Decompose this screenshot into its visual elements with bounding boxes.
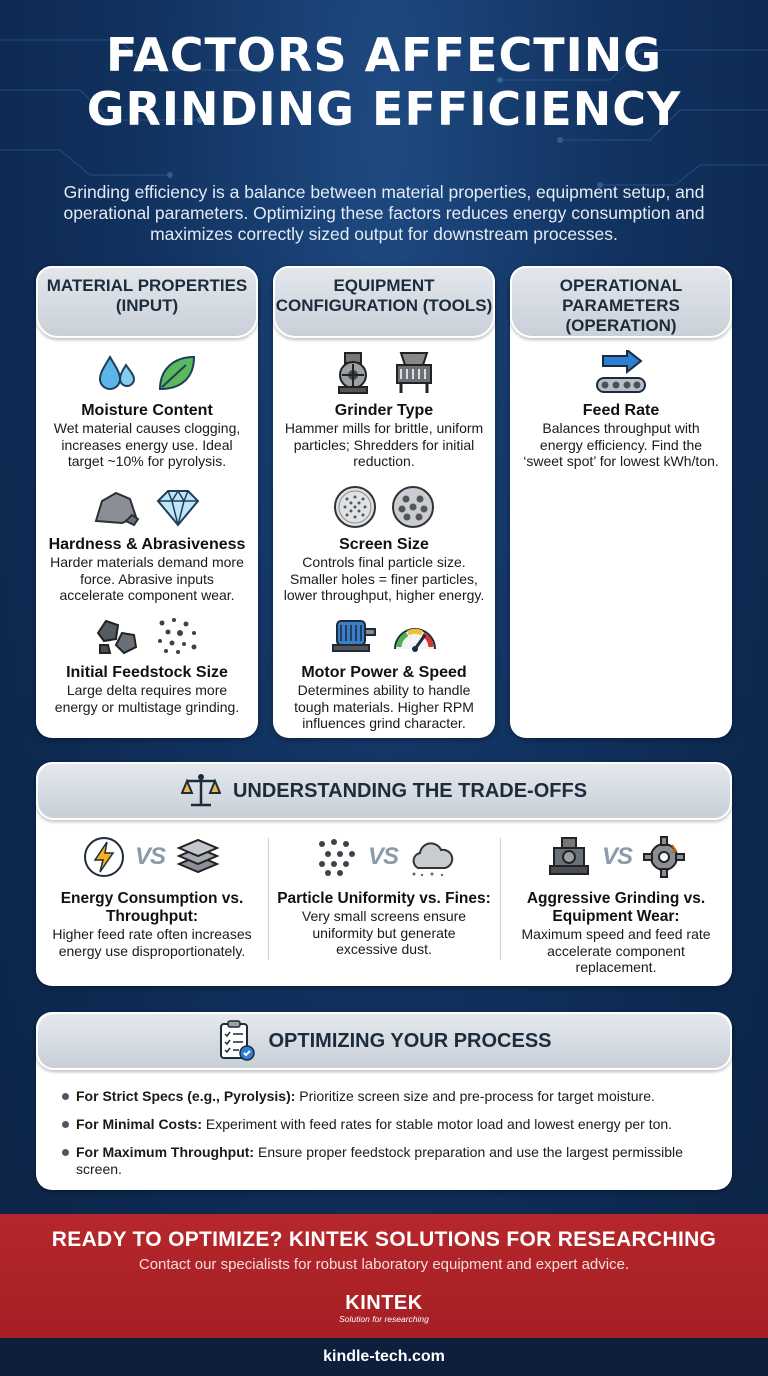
vs-label: VS [134,843,165,870]
vs-label: VS [367,843,398,870]
cta-subtitle: Contact our specialists for robust laboratory equipment and expert advice. [138,1256,630,1273]
hammer-mill-icon [331,351,377,395]
tradeoffs-header [36,762,732,820]
logo-name: KINTEK [345,1292,423,1314]
operational-parameters-heading: OPERATIONAL PARAMETERS (OPERATION) [510,266,732,338]
leaf-icon [154,351,198,395]
equipment-configuration-heading: EQUIPMENT CONFIGURATION (TOOLS) [273,266,495,338]
item-text: Experiment with feed rates for stable motor load and lowest energy per ton. [202,1116,673,1132]
factor-screen-size [273,484,495,604]
optimize-heading: OPTIMIZING YOUR PROCESS [268,1029,552,1052]
factor-moisture [36,350,258,470]
equipment-configuration-card [273,266,495,738]
operational-parameters-card [510,266,732,738]
factor-text: Controls final particle size. Smaller holes = finer particles, lower throughput, higher energy. [283,554,485,603]
dust-cloud-icon [408,836,454,878]
logo-tagline: Solution for researching [339,1314,429,1324]
factor-title: Initial Feedstock Size [66,664,228,681]
worn-gear-icon [642,835,686,879]
factor-text: Determines ability to handle tough materials. Higher RPM influences grind character. [294,682,474,731]
factor-feedstock-size [36,612,258,715]
chunks-icon [94,615,140,655]
factor-title: Feed Rate [582,402,660,419]
intro-paragraph: Grinding efficiency is a balance between material properties, equipment setup, and operational parameters. Optimizing these factors reduces energy consumption and maximizes correctly sized output for downstream processes. [63,182,705,244]
conveyor-arrow-icon [591,350,651,396]
item-label: For Minimal Costs: [76,1116,203,1132]
optimize-list [60,1088,708,1189]
tradeoff-text: Very small screens ensure uniformity but generate excessive dust. [301,908,467,957]
factor-grinder-type [273,350,495,470]
footer [0,1338,768,1376]
tradeoff-text: Maximum speed and feed rate accelerate component replacement. [521,926,711,975]
material-properties-card [36,266,258,738]
list-item [60,1144,708,1178]
tradeoff-title: Particle Uniformity vs. Fines: [277,890,491,907]
list-item [60,1088,708,1105]
vs-label: VS [601,843,632,870]
tradeoff-grinding-wear [500,832,732,976]
optimize-header [36,1012,732,1070]
page-title: FACTORS AFFECTING GRINDING EFFICIENCY [86,28,682,136]
factor-motor-power [273,612,495,732]
material-properties-heading: MATERIAL PROPERTIES (INPUT) [36,266,258,338]
fine-screen-icon [333,485,377,529]
tradeoff-energy-throughput [36,832,268,959]
kintek-logo[interactable] [0,1292,768,1324]
tradeoff-text: Higher feed rate often increases energy use disproportionately. [52,926,252,959]
tradeoff-title: Aggressive Grinding vs. Equipment Wear: [526,890,706,925]
particles-icon [314,836,358,878]
cta-banner [0,1214,768,1338]
tradeoffs-heading: UNDERSTANDING THE TRADE-OFFS [232,779,588,802]
stacked-layers-icon [175,836,221,878]
factor-title: Motor Power & Speed [301,664,467,681]
factor-title: Grinder Type [334,402,434,419]
tradeoff-uniformity-fines [268,832,500,958]
rock-icon [92,487,140,527]
factor-hardness [36,484,258,604]
factor-title: Moisture Content [81,402,213,419]
factor-title: Hardness & Abrasiveness [48,536,246,553]
factor-text: Large delta requires more energy or multistage grinding. [54,682,240,715]
shredder-icon [391,351,437,395]
checklist-icon [217,1020,257,1062]
footer-url-link[interactable]: kindle-tech.com [323,1348,445,1365]
water-drops-icon [96,351,140,395]
tradeoffs-card [36,762,732,986]
factor-text: Balances throughput with energy efficiency. Find the ‘sweet spot’ for lowest kWh/ton. [523,420,719,469]
particles-icon [154,615,200,655]
item-label: For Maximum Throughput: [76,1144,255,1160]
factor-title: Screen Size [339,536,429,553]
item-text: Ensure proper feedstock preparation and use the largest permissible screen. [76,1144,683,1177]
optimize-card [36,1012,732,1190]
list-item [60,1116,708,1133]
factor-text: Harder materials demand more force. Abrasive inputs accelerate component wear. [50,554,244,603]
gauge-icon [391,615,439,655]
grinder-machine-icon [546,836,592,878]
item-text: Prioritize screen size and pre-process for target moisture. [295,1088,655,1104]
item-label: For Strict Specs (e.g., Pyrolysis): [76,1088,296,1104]
lightning-bolt-icon [83,836,125,878]
diamond-icon [154,487,202,527]
factor-feed-rate [510,350,732,470]
cta-title: READY TO OPTIMIZE? KINTEK SOLUTIONS FOR RESEARCHING [51,1228,717,1251]
balance-scale-icon [181,773,221,809]
motor-icon [329,615,377,655]
tradeoff-title: Energy Consumption vs. Throughput: [60,890,244,925]
coarse-screen-icon [391,485,435,529]
factor-text: Hammer mills for brittle, uniform particles; Shredders for initial reduction. [284,420,484,469]
factor-text: Wet material causes clogging, increases energy use. Ideal target ~10% for pyrolysis. [53,420,241,469]
